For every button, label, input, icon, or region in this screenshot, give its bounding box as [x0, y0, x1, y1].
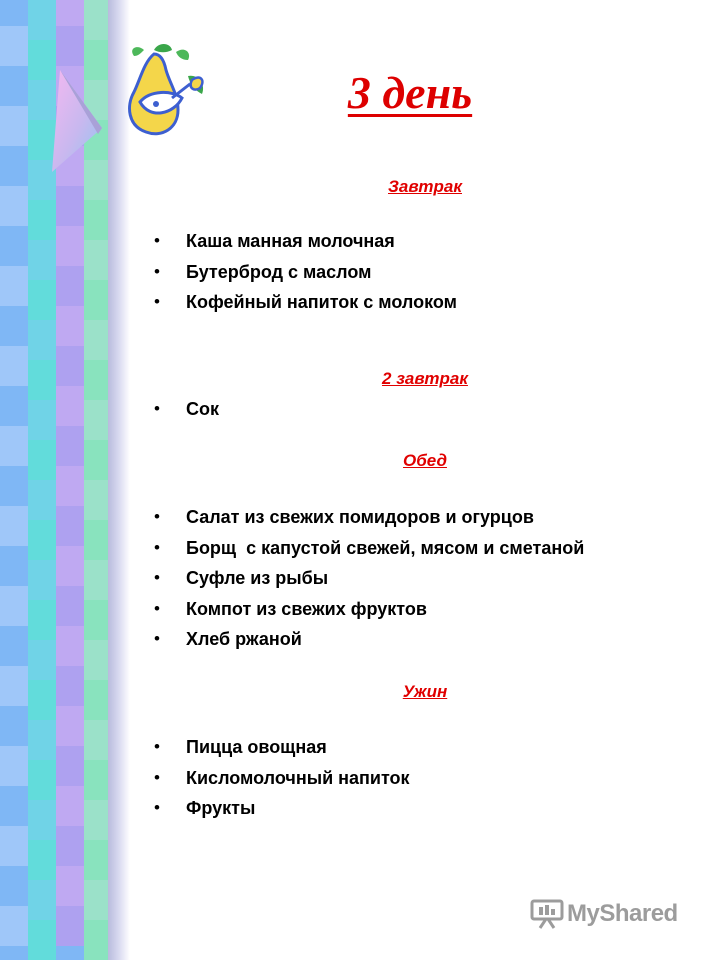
- band-tile: [84, 840, 110, 880]
- list-item: • Салат из свежих помидоров и огурцов: [150, 502, 584, 533]
- band-tile: [0, 586, 28, 626]
- band-tile: [84, 920, 110, 960]
- list-item: • Бутерброд с маслом: [150, 257, 457, 288]
- band-tile: [84, 760, 110, 800]
- section-heading-second-breakfast: 2 завтрак: [382, 369, 468, 388]
- watermark-logo: [530, 898, 678, 930]
- band-tile: [28, 280, 56, 320]
- breakfast-list: [150, 226, 457, 318]
- band-tile: [0, 546, 28, 586]
- band-tile: [56, 26, 84, 66]
- band-tile: [56, 226, 84, 266]
- section-heading-lunch: Обед: [403, 451, 447, 470]
- band-tile: [84, 800, 110, 840]
- band-tile: [84, 720, 110, 760]
- band-tile: [28, 720, 56, 760]
- band-tile: [84, 560, 110, 600]
- band-tile: [0, 306, 28, 346]
- band-tile: [56, 706, 84, 746]
- band-tile: [56, 466, 84, 506]
- band-tile: [28, 0, 56, 40]
- list-item: • Каша манная молочная: [150, 226, 457, 257]
- band-tile: [28, 760, 56, 800]
- band-tile: [28, 240, 56, 280]
- band-tile: [28, 200, 56, 240]
- band-tile: [28, 600, 56, 640]
- band-tile: [56, 546, 84, 586]
- band-tile: [0, 906, 28, 946]
- band-tile: [28, 840, 56, 880]
- band-tile: [0, 226, 28, 266]
- band-tile: [84, 520, 110, 560]
- band-tile: [84, 200, 110, 240]
- band-tile: [0, 266, 28, 306]
- band-tile: [56, 826, 84, 866]
- band-tile: [28, 640, 56, 680]
- lunch-list: [150, 502, 584, 655]
- band-tile: [0, 826, 28, 866]
- band-tile: [0, 706, 28, 746]
- slide-title: 3 день: [347, 67, 473, 118]
- band-tile: [56, 266, 84, 306]
- band-tile: [0, 786, 28, 826]
- band-tile: [56, 906, 84, 946]
- list-item: • Борщ с капустой свежей, мясом и сметаной: [150, 533, 584, 564]
- presentation-board-icon: [530, 898, 564, 930]
- list-item: • Суфле из рыбы: [150, 563, 584, 594]
- list-item: • Хлеб ржаной: [150, 624, 584, 655]
- watermark-text: MyShared: [567, 900, 678, 927]
- band-tile: [84, 480, 110, 520]
- side-band-shadow: [108, 0, 130, 960]
- band-tile: [28, 480, 56, 520]
- band-tile: [28, 880, 56, 920]
- band-tile: [0, 466, 28, 506]
- band-tile: [0, 0, 28, 26]
- band-tile: [28, 400, 56, 440]
- section-heading-breakfast: Завтрак: [388, 177, 462, 196]
- band-tile: [0, 386, 28, 426]
- band-tile: [84, 320, 110, 360]
- band-tile: [56, 866, 84, 906]
- second-breakfast-list: [150, 394, 219, 425]
- band-tile: [84, 400, 110, 440]
- band-tile: [28, 520, 56, 560]
- band-tile: [0, 506, 28, 546]
- band-tile: [56, 306, 84, 346]
- band-tile: [84, 600, 110, 640]
- list-item: • Компот из свежих фруктов: [150, 594, 584, 625]
- band-tile: [56, 386, 84, 426]
- dinner-list: [150, 732, 410, 824]
- band-tile: [56, 506, 84, 546]
- list-item: • Кисломолочный напиток: [150, 763, 410, 794]
- band-tile: [56, 786, 84, 826]
- band-tile: [56, 626, 84, 666]
- band-tile: [84, 280, 110, 320]
- list-item: • Фрукты: [150, 793, 410, 824]
- band-tile: [28, 560, 56, 600]
- band-tile: [28, 320, 56, 360]
- band-tile: [0, 26, 28, 66]
- band-tile: [56, 586, 84, 626]
- band-tile: [28, 920, 56, 960]
- band-tile: [84, 240, 110, 280]
- band-tile: [28, 800, 56, 840]
- band-tile: [0, 866, 28, 906]
- band-tile: [56, 746, 84, 786]
- list-item: • Кофейный напиток с молоком: [150, 287, 457, 318]
- band-tile: [56, 0, 84, 26]
- list-item: • Пицца овощная: [150, 732, 410, 763]
- list-item: • Сок: [150, 394, 219, 425]
- band-tile: [0, 626, 28, 666]
- band-tile: [84, 640, 110, 680]
- band-tile: [84, 0, 110, 40]
- band-tile: [0, 746, 28, 786]
- band-tile: [84, 880, 110, 920]
- section-heading-dinner: Ужин: [402, 682, 448, 701]
